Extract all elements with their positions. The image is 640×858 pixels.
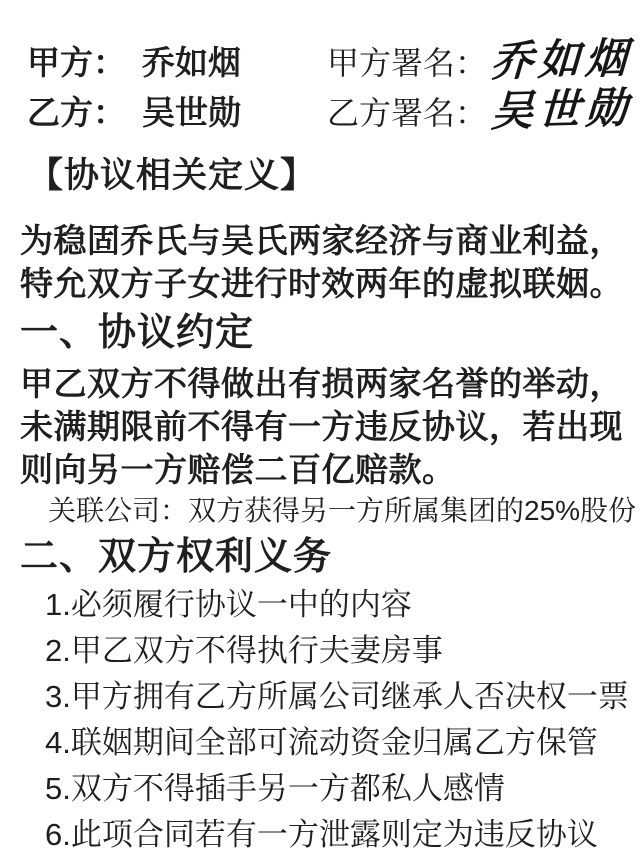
party-b [27, 89, 327, 137]
party-a-signature-block [327, 37, 632, 87]
party-a-signature: 乔如烟 [490, 36, 634, 86]
section1-line: 未满期限前不得有一方违反协议，若出现 [20, 408, 623, 445]
party-b-sign-label: 乙方署名： [327, 95, 488, 131]
party-a-name: 乔如烟 [142, 44, 241, 81]
definitions-line: 为稳固乔氏与吴氏两家经济与商业利益， [20, 222, 623, 259]
party-b-signature: 吴世勋 [490, 86, 634, 136]
obligation-item: 4.联姻期间全部可流动资金归属乙方保管 [45, 725, 598, 760]
section1-line: 则向另一方赔偿二百亿赔款。 [20, 451, 456, 488]
definitions-heading: 【协议相关定义】 [28, 156, 317, 195]
party-b-label: 乙方： [27, 94, 126, 131]
party-a-sign-label: 甲方署名： [327, 45, 488, 81]
party-b-name: 吴世勋 [142, 94, 241, 131]
definitions-paragraph [20, 219, 630, 305]
obligation-item: 2.甲乙双方不得执行夫妻房事 [45, 633, 443, 668]
obligation-item: 5.双方不得插手另一方都私人感情 [45, 771, 505, 806]
section1-heading: 一、协议约定 [20, 312, 255, 354]
party-a [27, 39, 327, 87]
obligation-item: 6.此项合同若有一方泄露则定为违反协议 [45, 817, 598, 852]
party-a-label: 甲方： [27, 44, 126, 81]
definitions-line: 特允双方子女进行时效两年的虚拟联姻。 [20, 265, 623, 302]
related-company-line: 关联公司：双方获得另一方所属集团的25%股份 [48, 495, 637, 526]
party-row-a [20, 36, 634, 87]
party-b-signature-block [327, 87, 632, 137]
section2-heading: 二、双方权利义务 [20, 536, 333, 578]
section1-line: 甲乙双方不得做出有损两家名誉的举动， [20, 365, 623, 402]
party-row-b [20, 86, 634, 137]
section1-paragraph [20, 362, 630, 491]
obligation-item: 3.甲方拥有乙方所属公司继承人否决权一票 [45, 679, 629, 714]
obligation-list [45, 582, 630, 858]
obligation-item: 1.必须履行协议一中的内容 [45, 587, 412, 622]
